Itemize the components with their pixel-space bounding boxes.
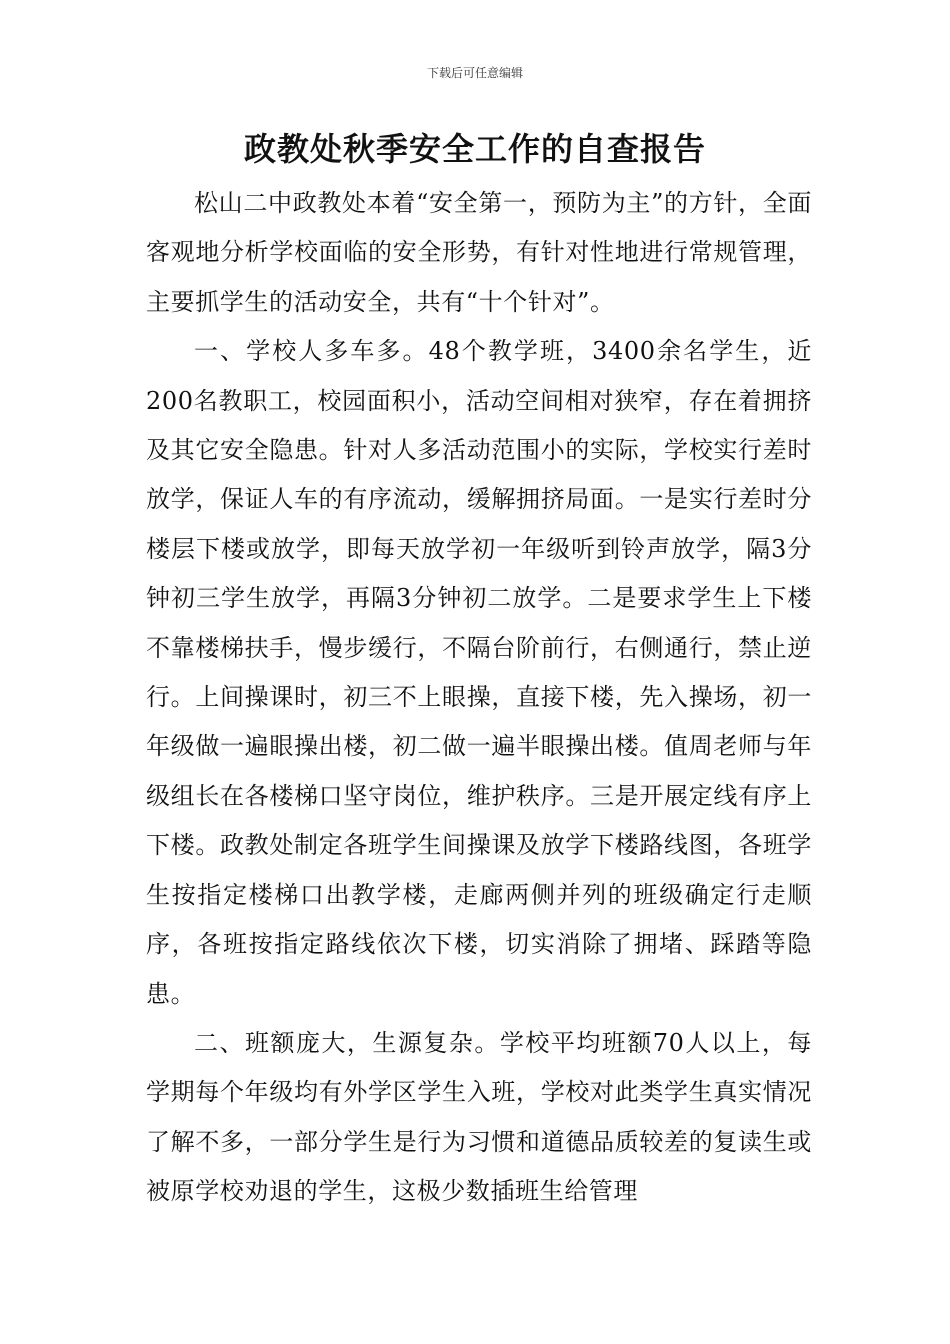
paragraph-section-1: 一、学校人多车多。48个教学班，3400余名学生，近200名教职工，校园面积小，活动空间相对狭窄，存在着拥挤及其它安全隐患。针对人多活动范围小的实际，学校实行差时放学，保证人车的有序流动，缓解拥挤局面。一是实行差时分楼层下楼或放学，即每天放学初一年级听到铃声放学，隔3分钟初三学生放学，再隔3分钟初二放学。二是要求学生上下楼不靠楼梯扶手，慢步缓行，不隔台阶前行，右侧通行，禁止逆行。上间操课时，初三不上眼操，直接下楼，先入操场，初一年级做一遍眼操出楼，初二做一遍半眼操出楼。值周老师与年级组长在各楼梯口坚守岗位，维护秩序。三是开展定线有序上下楼。政教处制定各班学生间操课及放学下楼路线图，各班学生按指定楼梯口出教学楼，走廊两侧并列的班级确定行走顺序，各班按指定路线依次下楼，切实消除了拥堵、踩踏等隐患。: [146, 337, 812, 1008]
document-title: 政教处秋季安全工作的自查报告: [243, 130, 706, 168]
paragraph-intro: 松山二中政教处本着“安全第一，预防为主”的方针，全面客观地分析学校面临的安全形势，有针对性地进行常规管理，主要抓学生的活动安全，共有“十个针对”。: [146, 189, 812, 316]
paragraph-section-2: 二、班额庞大，生源复杂。学校平均班额70人以上，每学期每个年级均有外学区学生入班，学校对此类学生真实情况了解不多，一部分学生是行为习惯和道德品质较差的复读生或被原学校劝退的学生，这极少数插班生给管理: [146, 1028, 812, 1206]
header-note: 下载后可任意编辑: [426, 66, 523, 80]
document-body: [146, 179, 812, 1217]
